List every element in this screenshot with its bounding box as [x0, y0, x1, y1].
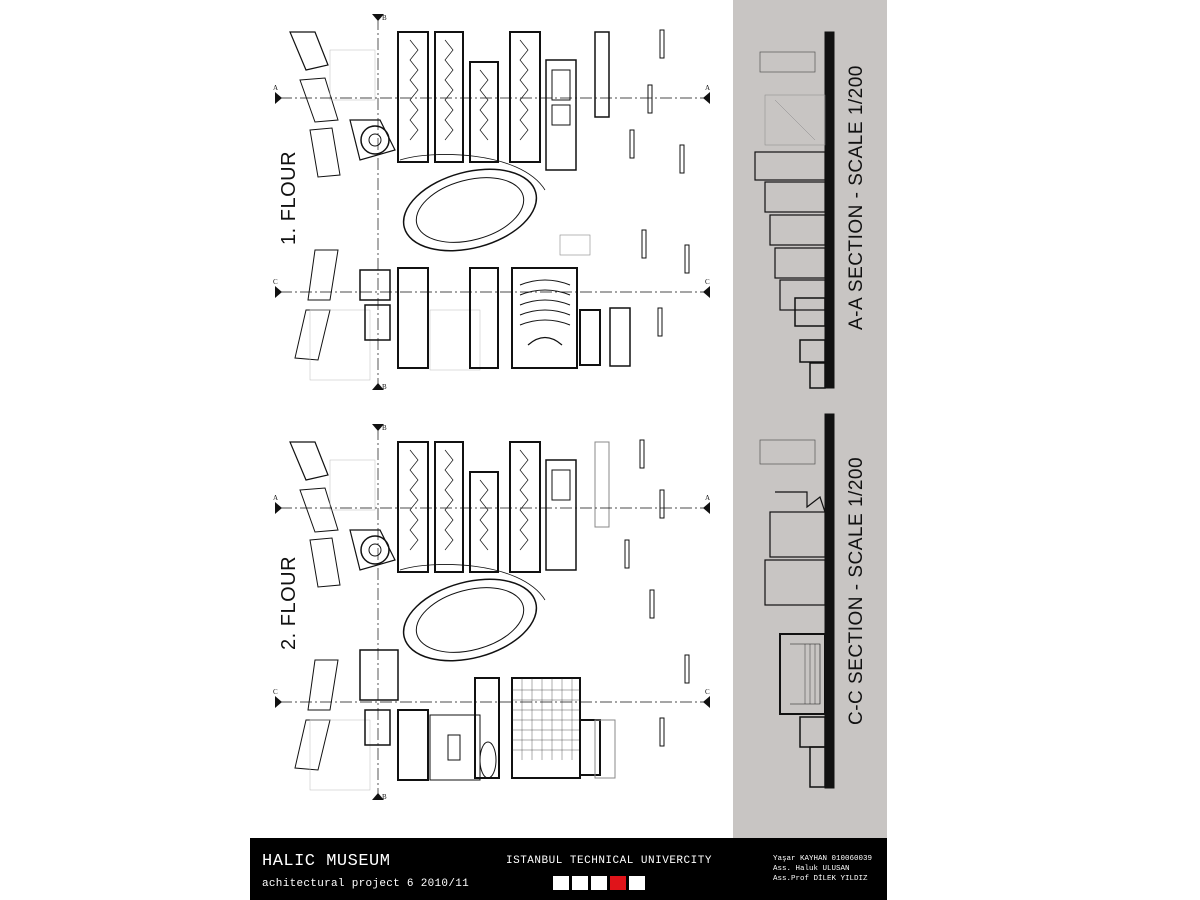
- sheet-index-square-5: [629, 876, 645, 890]
- sheet-index-square-3: [591, 876, 607, 890]
- section-cc-drawing: [745, 412, 840, 792]
- section-aa-label: A-A SECTION - SCALE 1/200: [846, 65, 867, 330]
- svg-text:A: A: [705, 84, 711, 92]
- floor-2-plan: [270, 420, 720, 805]
- sheet-index-square-1: [553, 876, 569, 890]
- sheet-index-square-4-active: [610, 876, 626, 890]
- floor-2-drawing: [270, 420, 720, 805]
- svg-text:A: A: [705, 494, 711, 502]
- svg-text:C: C: [273, 278, 278, 286]
- svg-text:C: C: [705, 278, 710, 286]
- svg-text:A: A: [273, 84, 279, 92]
- svg-text:A: A: [273, 494, 279, 502]
- svg-text:B: B: [382, 383, 387, 391]
- project-subtitle: achitectural project 6 2010/11: [262, 878, 470, 890]
- credit-assistant: Ass. Haluk ULUSAN: [773, 865, 850, 873]
- title-block: [250, 838, 887, 900]
- credit-professor: Ass.Prof DİLEK YILDIZ: [773, 875, 868, 883]
- svg-text:B: B: [382, 14, 387, 22]
- svg-text:B: B: [382, 793, 387, 801]
- floor-1-plan: [270, 10, 720, 395]
- svg-text:C: C: [705, 688, 710, 696]
- sheet-index-square-2: [572, 876, 588, 890]
- svg-text:C: C: [273, 688, 278, 696]
- section-cc-label: C-C SECTION - SCALE 1/200: [846, 456, 867, 725]
- svg-text:B: B: [382, 424, 387, 432]
- section-aa-drawing: [745, 30, 840, 395]
- floor-1-label: 1. FLOUR: [278, 150, 300, 245]
- university-name: ISTANBUL TECHNICAL UNIVERCITY: [506, 855, 712, 867]
- floor-1-drawing: [270, 10, 720, 395]
- project-title: HALIC MUSEUM: [262, 852, 391, 871]
- credits: [773, 854, 872, 884]
- sheet-index-squares: [553, 876, 645, 890]
- floor-2-label: 2. FLOUR: [278, 555, 300, 650]
- credit-student: Yaşar KAYHAN 010060039: [773, 855, 873, 863]
